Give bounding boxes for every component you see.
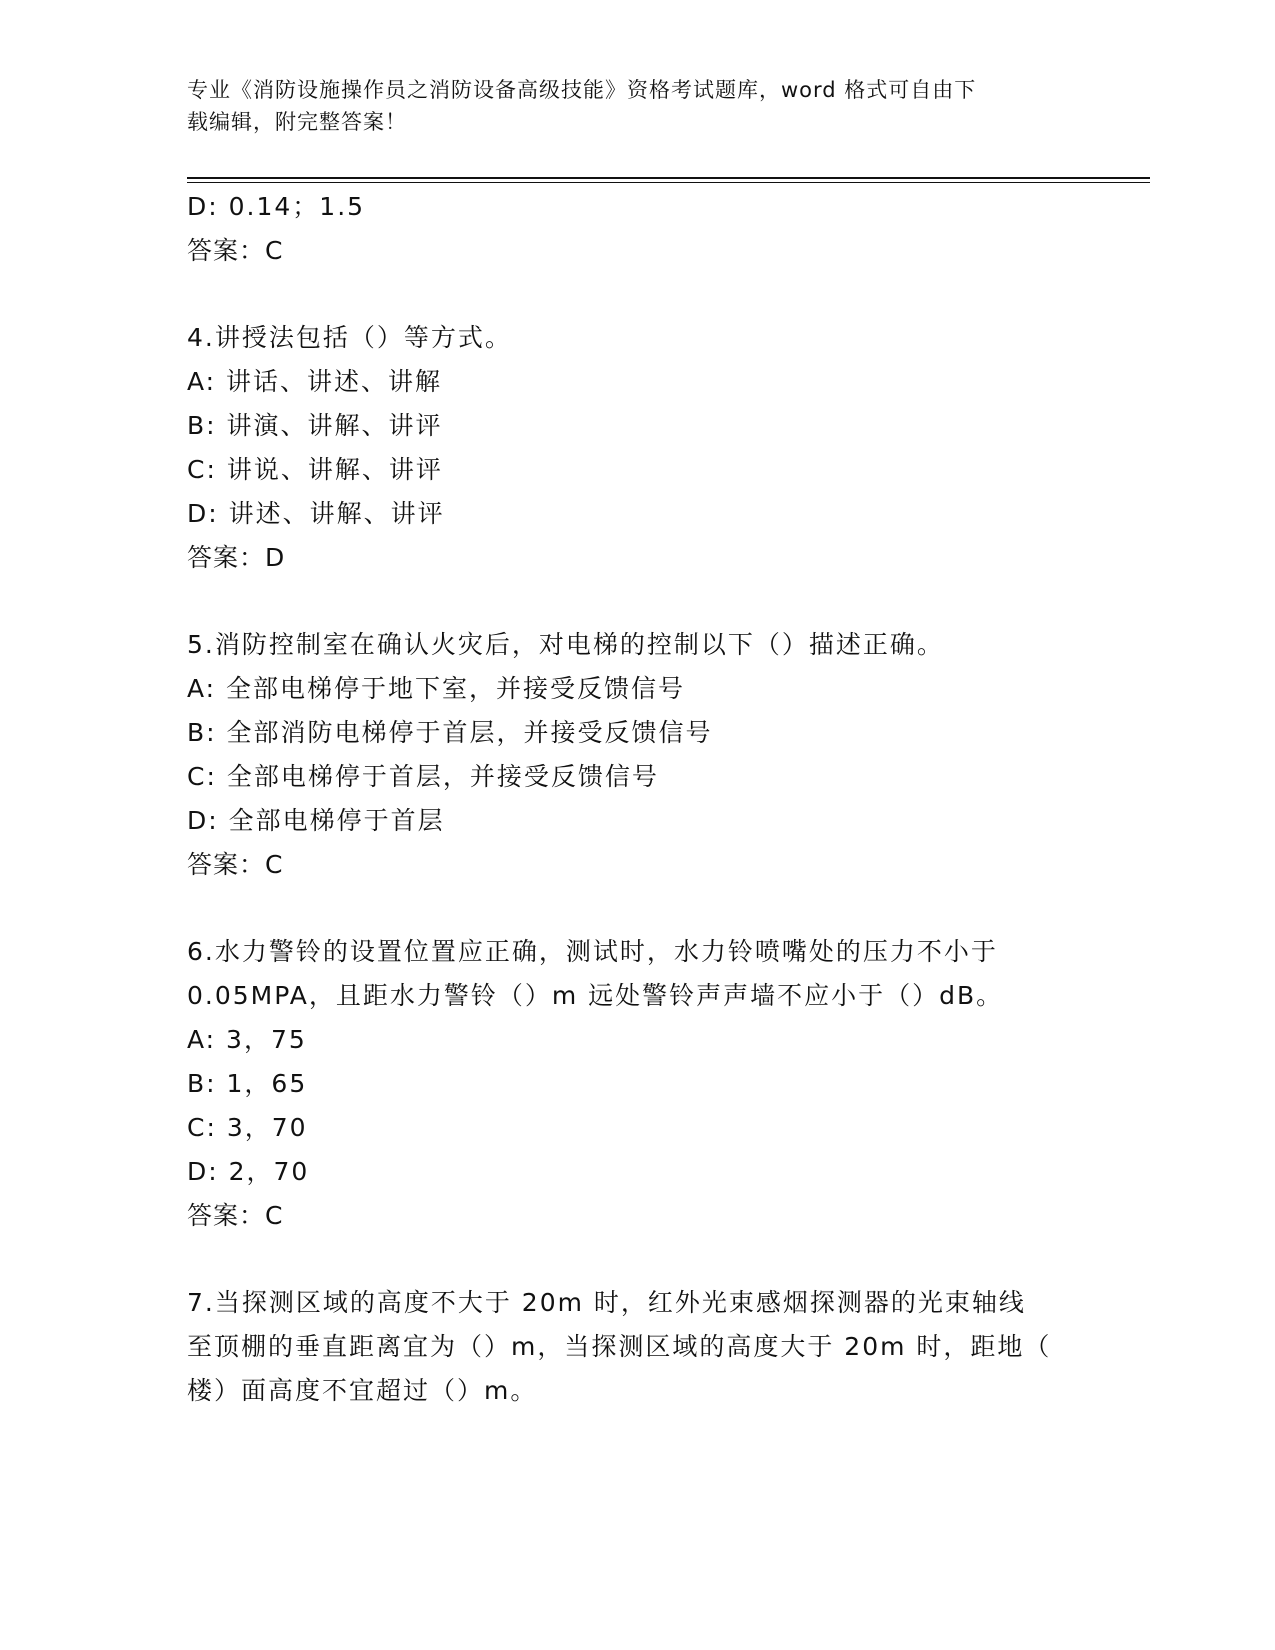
q6-stem-line-1: 6.水力警铃的设置位置应正确，测试时，水力铃喷嘴处的压力不小于 (187, 937, 998, 966)
q5-option-b: B: 全部消防电梯停于首层，并接受反馈信号 (187, 718, 713, 747)
q6-option-c: C: 3，70 (187, 1113, 308, 1142)
q4-option-a: A: 讲话、讲述、讲解 (187, 367, 443, 396)
q6-option-d: D: 2，70 (187, 1157, 310, 1186)
q5-stem-line-1: 5.消防控制室在确认火灾后，对电梯的控制以下（）描述正确。 (187, 630, 944, 659)
header-divider-thin (187, 182, 1150, 183)
q6-option-b: B: 1，65 (187, 1069, 308, 1098)
q7-stem-line-2: 至顶棚的垂直距离宜为（）m，当探测区域的高度大于 20m 时，距地（ (187, 1332, 1052, 1361)
q5-answer: 答案：C (187, 850, 284, 879)
q4-option-c: C: 讲说、讲解、讲评 (187, 455, 443, 484)
header-line-1: 专业《消防设施操作员之消防设备高级技能》资格考试题库，word 格式可自由下 (187, 78, 977, 102)
q6-option-a: A: 3，75 (187, 1025, 307, 1054)
prev-answer: 答案：C (187, 236, 284, 265)
q6-stem-line-2: 0.05MPA，且距水力警铃（）m 远处警铃声声墙不应小于（）dB。 (187, 981, 1004, 1010)
q4-option-b: B: 讲演、讲解、讲评 (187, 411, 443, 440)
header-line-2: 载编辑，附完整答案！ (187, 110, 407, 134)
q7-stem-line-1: 7.当探测区域的高度不大于 20m 时，红外光束感烟探测器的光束轴线 (187, 1288, 1026, 1317)
document-header (187, 74, 1067, 138)
q6-answer: 答案：C (187, 1201, 284, 1230)
q4-answer: 答案：D (187, 543, 286, 572)
q5-option-a: A: 全部电梯停于地下室，并接受反馈信号 (187, 674, 686, 703)
q5-option-c: C: 全部电梯停于首层，并接受反馈信号 (187, 762, 659, 791)
prev-option-d: D: 0.14；1.5 (187, 192, 366, 221)
q4-option-d: D: 讲述、讲解、讲评 (187, 499, 445, 528)
header-divider-thick (187, 177, 1150, 179)
q5-option-d: D: 全部电梯停于首层 (187, 806, 445, 835)
q7-stem-line-3: 楼）面高度不宜超过（）m。 (187, 1376, 538, 1405)
q4-stem-line-1: 4.讲授法包括（）等方式。 (187, 323, 512, 352)
